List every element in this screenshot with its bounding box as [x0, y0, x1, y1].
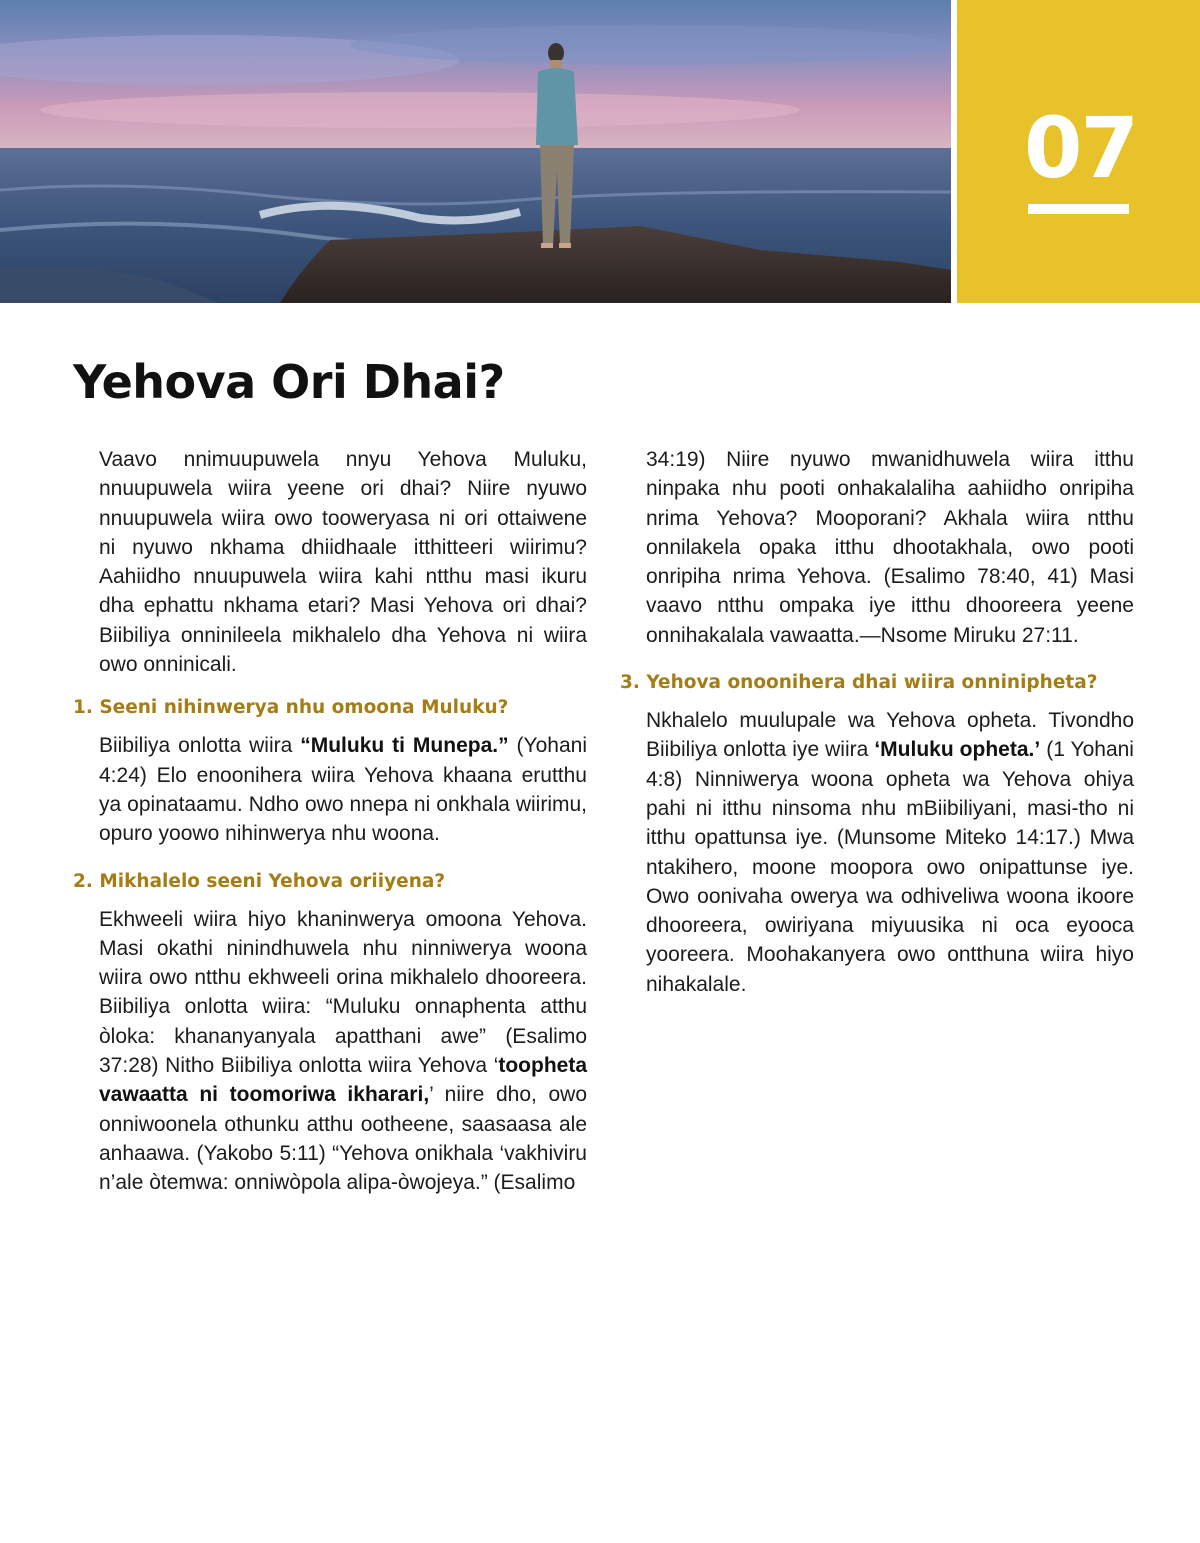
- answer-2-continued: 34:19) Niire nyuwo mwanidhuwela wiira itthu ninpaka nhu pooti onhakalaliha aahiidho onripiha nrima Yehova? Mooporani? Akhala wiira ntthu onnilakela opaka itthu dhootakhala, owo pooti onripiha nrima Yehova. (Esalimo 78:40, 41) Masi vaavo ntthu ompaka iye itthu dhooreera yeene onnihakalala vawaatta.—Nsome Miruku 27:11.: [646, 448, 1134, 647]
- question-3: 3. Yehova onoonihera dhai wiira onninipheta?: [620, 672, 1098, 694]
- question-1: 1. Seeni nihinwerya nhu omoona Muluku?: [73, 697, 509, 719]
- page-title: Yehova Ori Dhai?: [73, 355, 505, 409]
- header-photo: [0, 0, 951, 303]
- intro-paragraph: Vaavo nnimuupuwela nnyu Yehova Muluku, nnuupuwela wiira yeene ori dhai? Niire nyuwo nnuupuwela wiira owo tooweryasa ni ori ottaiwene ni nyuwo nkhama dhiidhaale itthitteeri wiirimu? Aahiidho nnuupuwela wiira kahi ntthu masi ikuru dha ephattu nkhama etari? Masi Yehova ori dhai? Biibiliya onninileela mikhalelo dha Yehova ni wiira owo onninicali.: [99, 448, 587, 677]
- lesson-number-underline: [1028, 204, 1129, 214]
- lesson-number-panel: [957, 0, 1200, 303]
- right-column: [620, 445, 1134, 999]
- answer-3: Nkhalelo muulupale wa Yehova opheta. Tivondho Biibiliya onlotta iye wiira ‘Muluku opheta.’ (1 Yohani 4:8) Ninniwerya woona opheta wa Yehova ohiya pahi ni itthu ninsoma nhu mBiibiliyani, masi-tho ni itthu opattunsa iye. (Munsome Miteko 14:17.) Mwa ntakihero, moone moopora owo onipattunse iye. Owo oonivaha owerya wa odhiveliwa woona ikoore dhooreera, owiriyana miyuusika ni oca eyooca yooreera. Moohakanyera owo ontthuna wiira hiyo nihakalale.: [646, 709, 1134, 996]
- question-2: 2. Mikhalelo seeni Yehova oriiyena?: [73, 870, 446, 892]
- answer-1: Biibiliya onlotta wiira “Muluku ti Munepa.” (Yohani 4:24) Elo enoonihera wiira Yehova khaana erutthu ya opinataamu. Ndho owo nnepa ni onkhala wiirimu, opuro yoowo nihinwerya nhu woona.: [99, 734, 588, 846]
- lesson-number: 07: [1024, 99, 1137, 197]
- left-column: [73, 445, 587, 1198]
- answer-2: Ekhweeli wiira hiyo khaninwerya omoona Yehova. Masi okathi ninindhuwela nhu ninniwerya woona wiira owo ntthu ekhweeli orina mikhalelo dhooreera. Biibiliya onlotta wiira: “Muluku onnaphenta atthu òloka: khananyanyala apatthani awe” (Esalimo 37:28) Nitho Biibiliya onlotta wiira Yehova ‘toopheta vawaatta ni toomoriwa ikharari,’ niire dho, owo onniwoonela othunku atthu ootheene, saasaasa ale anhaawa. (Yakobo 5:11) “Yehova onikhala ‘vakhiviru n’ale òtemwa: onniwòpola alipa-òwojeya.” (Esalimo: [99, 907, 588, 1195]
